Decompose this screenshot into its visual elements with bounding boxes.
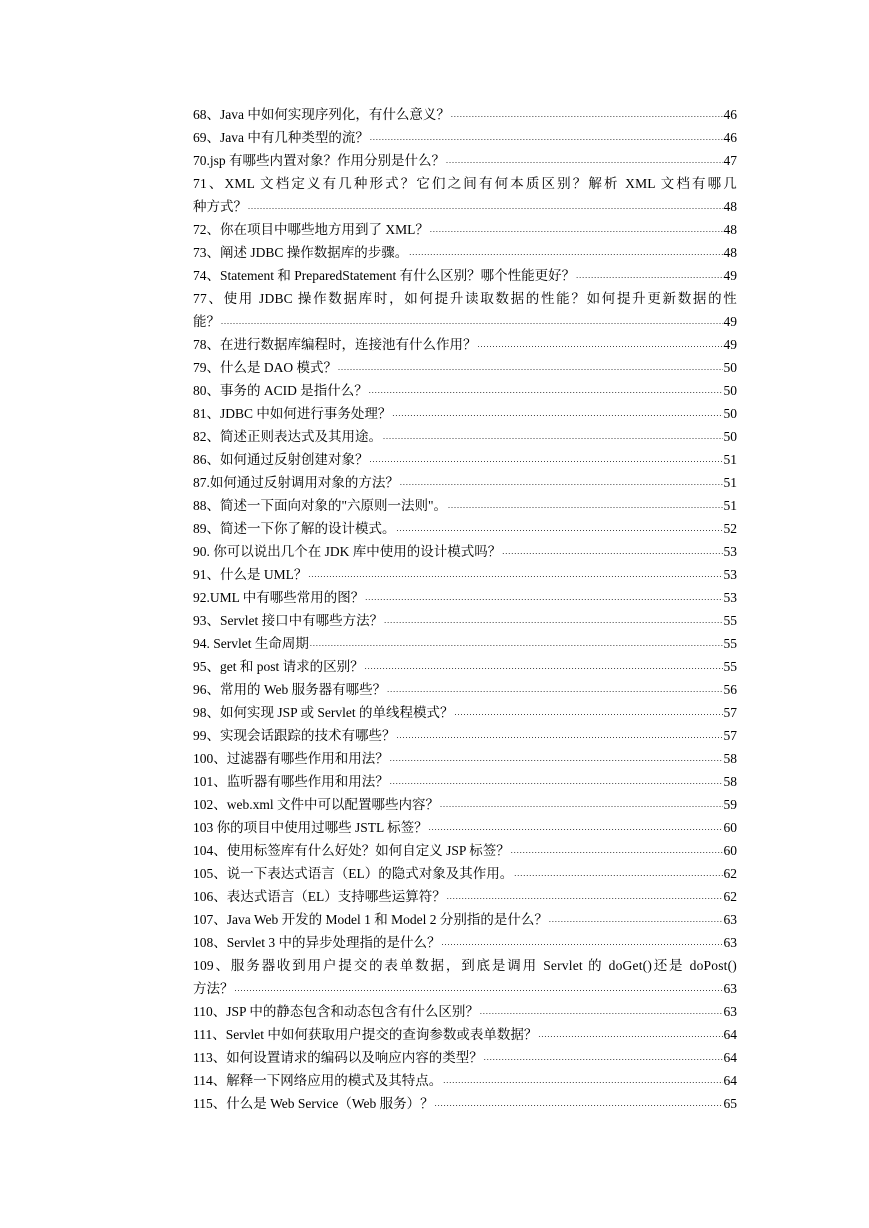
dot-leader <box>576 264 722 287</box>
toc-entry[interactable] <box>193 517 737 540</box>
toc-entry-title: 73、阐述 JDBC 操作数据库的步骤。 <box>193 245 409 260</box>
toc-entry-title: 89、简述一下你了解的设计模式。 <box>193 521 396 536</box>
toc-entry[interactable] <box>193 425 737 448</box>
toc-entry[interactable] <box>193 678 737 701</box>
dot-leader <box>365 655 723 678</box>
toc-entry-title: 74、Statement 和 PreparedStatement 有什么区别？哪个性能更好？ <box>193 268 576 283</box>
toc-entry[interactable] <box>193 333 737 356</box>
toc-entry-title: 82、简述正则表达式及其用途。 <box>193 429 382 444</box>
dot-leader <box>538 1023 722 1046</box>
toc-page-number: 53 <box>723 544 737 559</box>
toc-entry[interactable] <box>193 356 737 379</box>
toc-entry-title-line1: 71、XML 文档定义有几种形式？它们之间有何本质区别？解析 XML 文档有哪几 <box>193 176 737 191</box>
toc-entry-title: 93、Servlet 接口中有哪些方法？ <box>193 613 384 628</box>
toc-entry[interactable] <box>193 264 737 287</box>
dot-leader <box>383 425 723 448</box>
dot-leader <box>435 1092 723 1115</box>
toc-entry-title: 91、什么是 UML？ <box>193 567 308 582</box>
dot-leader <box>480 1000 723 1023</box>
toc-entry[interactable] <box>193 1000 737 1023</box>
dot-leader <box>397 517 723 540</box>
toc-page-number: 65 <box>723 1096 737 1111</box>
toc-page-number: 47 <box>723 153 737 168</box>
toc-entry-title: 88、简述一下面向对象的"六原则一法则"。 <box>193 498 448 513</box>
toc-entry[interactable] <box>193 1092 737 1115</box>
toc-entry[interactable] <box>193 448 737 471</box>
dot-leader <box>235 977 723 1000</box>
dot-leader <box>248 195 723 218</box>
dot-leader <box>390 770 723 793</box>
dot-leader <box>369 379 723 402</box>
toc-entry-title: 69、Java 中有几种类型的流？ <box>193 130 369 145</box>
toc-page-number: 60 <box>723 843 737 858</box>
toc-entry[interactable] <box>193 609 737 632</box>
toc-entry[interactable] <box>193 724 737 747</box>
dot-leader <box>442 931 723 954</box>
toc-entry[interactable] <box>193 793 737 816</box>
dot-leader <box>448 494 722 517</box>
toc-page-number: 56 <box>723 682 737 697</box>
toc-entry-title: 方法？ <box>193 981 234 996</box>
toc-page-number: 62 <box>723 866 737 881</box>
toc-page-number: 59 <box>723 797 737 812</box>
toc-entry-title: 78、在进行数据库编程时，连接池有什么作用？ <box>193 337 477 352</box>
toc-page-number: 57 <box>723 728 737 743</box>
toc-entry-title: 96、常用的 Web 服务器有哪些？ <box>193 682 387 697</box>
toc-page-number: 58 <box>723 774 737 789</box>
toc-page-number: 55 <box>723 613 737 628</box>
toc-page-number: 63 <box>723 1004 737 1019</box>
toc-entry-title: 101、监听器有哪些作用和用法？ <box>193 774 389 789</box>
toc-page-number: 49 <box>723 314 737 329</box>
toc-entry-title: 能？ <box>193 314 220 329</box>
toc-entry[interactable] <box>193 218 737 241</box>
dot-leader <box>447 885 723 908</box>
toc-entry-title: 104、使用标签库有什么好处？如何自定义 JSP 标签？ <box>193 843 510 858</box>
toc-entry-title: 115、什么是 Web Service（Web 服务）？ <box>193 1096 434 1111</box>
toc-entry[interactable] <box>193 494 737 517</box>
toc-entry[interactable] <box>193 287 737 333</box>
toc-page-number: 55 <box>723 659 737 674</box>
toc-entry[interactable] <box>193 655 737 678</box>
dot-leader <box>392 402 722 425</box>
toc-entry-title: 111、Servlet 中如何获取用户提交的查询参数或表单数据？ <box>193 1027 538 1042</box>
toc-page-number: 49 <box>723 268 737 283</box>
dot-leader <box>370 448 723 471</box>
toc-entry[interactable] <box>193 586 737 609</box>
toc-entry[interactable] <box>193 471 737 494</box>
toc-page-number: 50 <box>723 360 737 375</box>
toc-page-number: 51 <box>723 498 737 513</box>
toc-entry[interactable] <box>193 149 737 172</box>
toc-entry[interactable] <box>193 885 737 908</box>
toc-entry[interactable] <box>193 103 737 126</box>
dot-leader <box>397 724 723 747</box>
toc-entry-title: 110、JSP 中的静态包含和动态包含有什么区别？ <box>193 1004 479 1019</box>
toc-entry-title-line1: 109、服务器收到用户提交的表单数据，到底是调用 Servlet 的 doGet()还是 doPost() <box>193 958 737 973</box>
dot-leader <box>484 1046 723 1069</box>
toc-entry[interactable] <box>193 1046 737 1069</box>
toc-entry[interactable] <box>193 241 737 264</box>
toc-entry-title: 100、过滤器有哪些作用和用法？ <box>193 751 389 766</box>
toc-page-number: 52 <box>723 521 737 536</box>
toc-page-number: 64 <box>723 1050 737 1065</box>
dot-leader <box>310 632 723 655</box>
toc-entry[interactable] <box>193 379 737 402</box>
toc-page-number: 50 <box>723 406 737 421</box>
toc-entry[interactable] <box>193 632 737 655</box>
toc-page-number: 63 <box>723 912 737 927</box>
toc-page-number: 46 <box>723 130 737 145</box>
dot-leader <box>440 793 723 816</box>
toc-page-number: 49 <box>723 337 737 352</box>
toc-page-number: 64 <box>723 1027 737 1042</box>
toc-page-number: 51 <box>723 475 737 490</box>
dot-leader <box>384 609 722 632</box>
toc-page-number: 50 <box>723 429 737 444</box>
toc-entry-title: 94. Servlet 生命周期 <box>193 636 309 651</box>
dot-leader <box>511 839 723 862</box>
toc-page-number: 48 <box>723 199 737 214</box>
toc-entry-title: 90. 你可以说出几个在 JDK 库中使用的设计模式吗？ <box>193 544 502 559</box>
toc-entry[interactable] <box>193 563 737 586</box>
toc-entry-title: 80、事务的 ACID 是指什么？ <box>193 383 368 398</box>
toc-entry[interactable] <box>193 931 737 954</box>
toc-entry-title: 种方式？ <box>193 199 247 214</box>
dot-leader <box>429 816 723 839</box>
toc-page-number: 58 <box>723 751 737 766</box>
toc-page-number: 53 <box>723 567 737 582</box>
toc-entry-title: 114、解释一下网络应用的模式及其特点。 <box>193 1073 443 1088</box>
dot-leader <box>365 586 722 609</box>
toc-entry[interactable] <box>193 908 737 931</box>
toc-entry[interactable] <box>193 1023 737 1046</box>
toc-page-number: 48 <box>723 222 737 237</box>
toc-entry-title: 105、说一下表达式语言（EL）的隐式对象及其作用。 <box>193 866 514 881</box>
toc-entry-title: 81、JDBC 中如何进行事务处理？ <box>193 406 392 421</box>
toc-entry-title: 106、表达式语言（EL）支持哪些运算符？ <box>193 889 446 904</box>
toc-entry[interactable] <box>193 701 737 724</box>
toc-page-number: 53 <box>723 590 737 605</box>
toc-entry[interactable] <box>193 1069 737 1092</box>
dot-leader <box>370 126 723 149</box>
dot-leader <box>455 701 723 724</box>
table-of-contents <box>193 103 737 1115</box>
toc-entry-title: 68、Java 中如何实现序列化，有什么意义？ <box>193 107 450 122</box>
toc-entry[interactable] <box>193 770 737 793</box>
toc-entry-title: 103 你的项目中使用过哪些 JSTL 标签？ <box>193 820 428 835</box>
toc-page-number: 63 <box>723 981 737 996</box>
toc-entry[interactable] <box>193 862 737 885</box>
toc-entry-title-line1: 77、使用 JDBC 操作数据库时，如何提升读取数据的性能？如何提升更新数据的性 <box>193 291 737 306</box>
toc-entry-title: 102、web.xml 文件中可以配置哪些内容？ <box>193 797 439 812</box>
toc-entry[interactable] <box>193 126 737 149</box>
dot-leader <box>549 908 723 931</box>
toc-entry[interactable] <box>193 954 737 1000</box>
toc-entry[interactable] <box>193 839 737 862</box>
dot-leader <box>308 563 722 586</box>
toc-entry-title: 79、什么是 DAO 模式？ <box>193 360 337 375</box>
toc-page-number: 50 <box>723 383 737 398</box>
dot-leader <box>446 149 722 172</box>
toc-entry[interactable] <box>193 172 737 218</box>
toc-entry-title: 86、如何通过反射创建对象？ <box>193 452 369 467</box>
dot-leader <box>390 747 723 770</box>
toc-entry-title: 70.jsp 有哪些内置对象？作用分别是什么？ <box>193 153 446 168</box>
toc-entry[interactable] <box>193 747 737 770</box>
toc-entry-title: 113、如何设置请求的编码以及响应内容的类型？ <box>193 1050 483 1065</box>
dot-leader <box>478 333 723 356</box>
toc-entry-title: 72、你在项目中哪些地方用到了 XML？ <box>193 222 429 237</box>
toc-entry-title: 99、实现会话跟踪的技术有哪些？ <box>193 728 396 743</box>
toc-page-number: 51 <box>723 452 737 467</box>
toc-entry-title: 87.如何通过反射调用对象的方法？ <box>193 475 399 490</box>
dot-leader <box>387 678 722 701</box>
toc-page-number: 64 <box>723 1073 737 1088</box>
toc-entry-title: 98、如何实现 JSP 或 Servlet 的单线程模式？ <box>193 705 454 720</box>
toc-entry-title: 107、Java Web 开发的 Model 1 和 Model 2 分别指的是什么？ <box>193 912 548 927</box>
toc-entry-title: 92.UML 中有哪些常用的图？ <box>193 590 365 605</box>
toc-entry-title: 95、get 和 post 请求的区别？ <box>193 659 364 674</box>
dot-leader <box>502 540 722 563</box>
dot-leader <box>409 241 722 264</box>
toc-page-number: 63 <box>723 935 737 950</box>
toc-page-number: 57 <box>723 705 737 720</box>
toc-page-number: 48 <box>723 245 737 260</box>
toc-page-number: 55 <box>723 636 737 651</box>
dot-leader <box>400 471 723 494</box>
dot-leader <box>221 310 723 333</box>
dot-leader <box>514 862 722 885</box>
toc-entry[interactable] <box>193 816 737 839</box>
toc-page-number: 60 <box>723 820 737 835</box>
dot-leader <box>338 356 723 379</box>
toc-page-number: 46 <box>723 107 737 122</box>
toc-entry[interactable] <box>193 540 737 563</box>
toc-entry-title: 108、Servlet 3 中的异步处理指的是什么？ <box>193 935 441 950</box>
dot-leader <box>430 218 723 241</box>
toc-entry[interactable] <box>193 402 737 425</box>
toc-page-number: 62 <box>723 889 737 904</box>
dot-leader <box>443 1069 722 1092</box>
dot-leader <box>451 103 723 126</box>
